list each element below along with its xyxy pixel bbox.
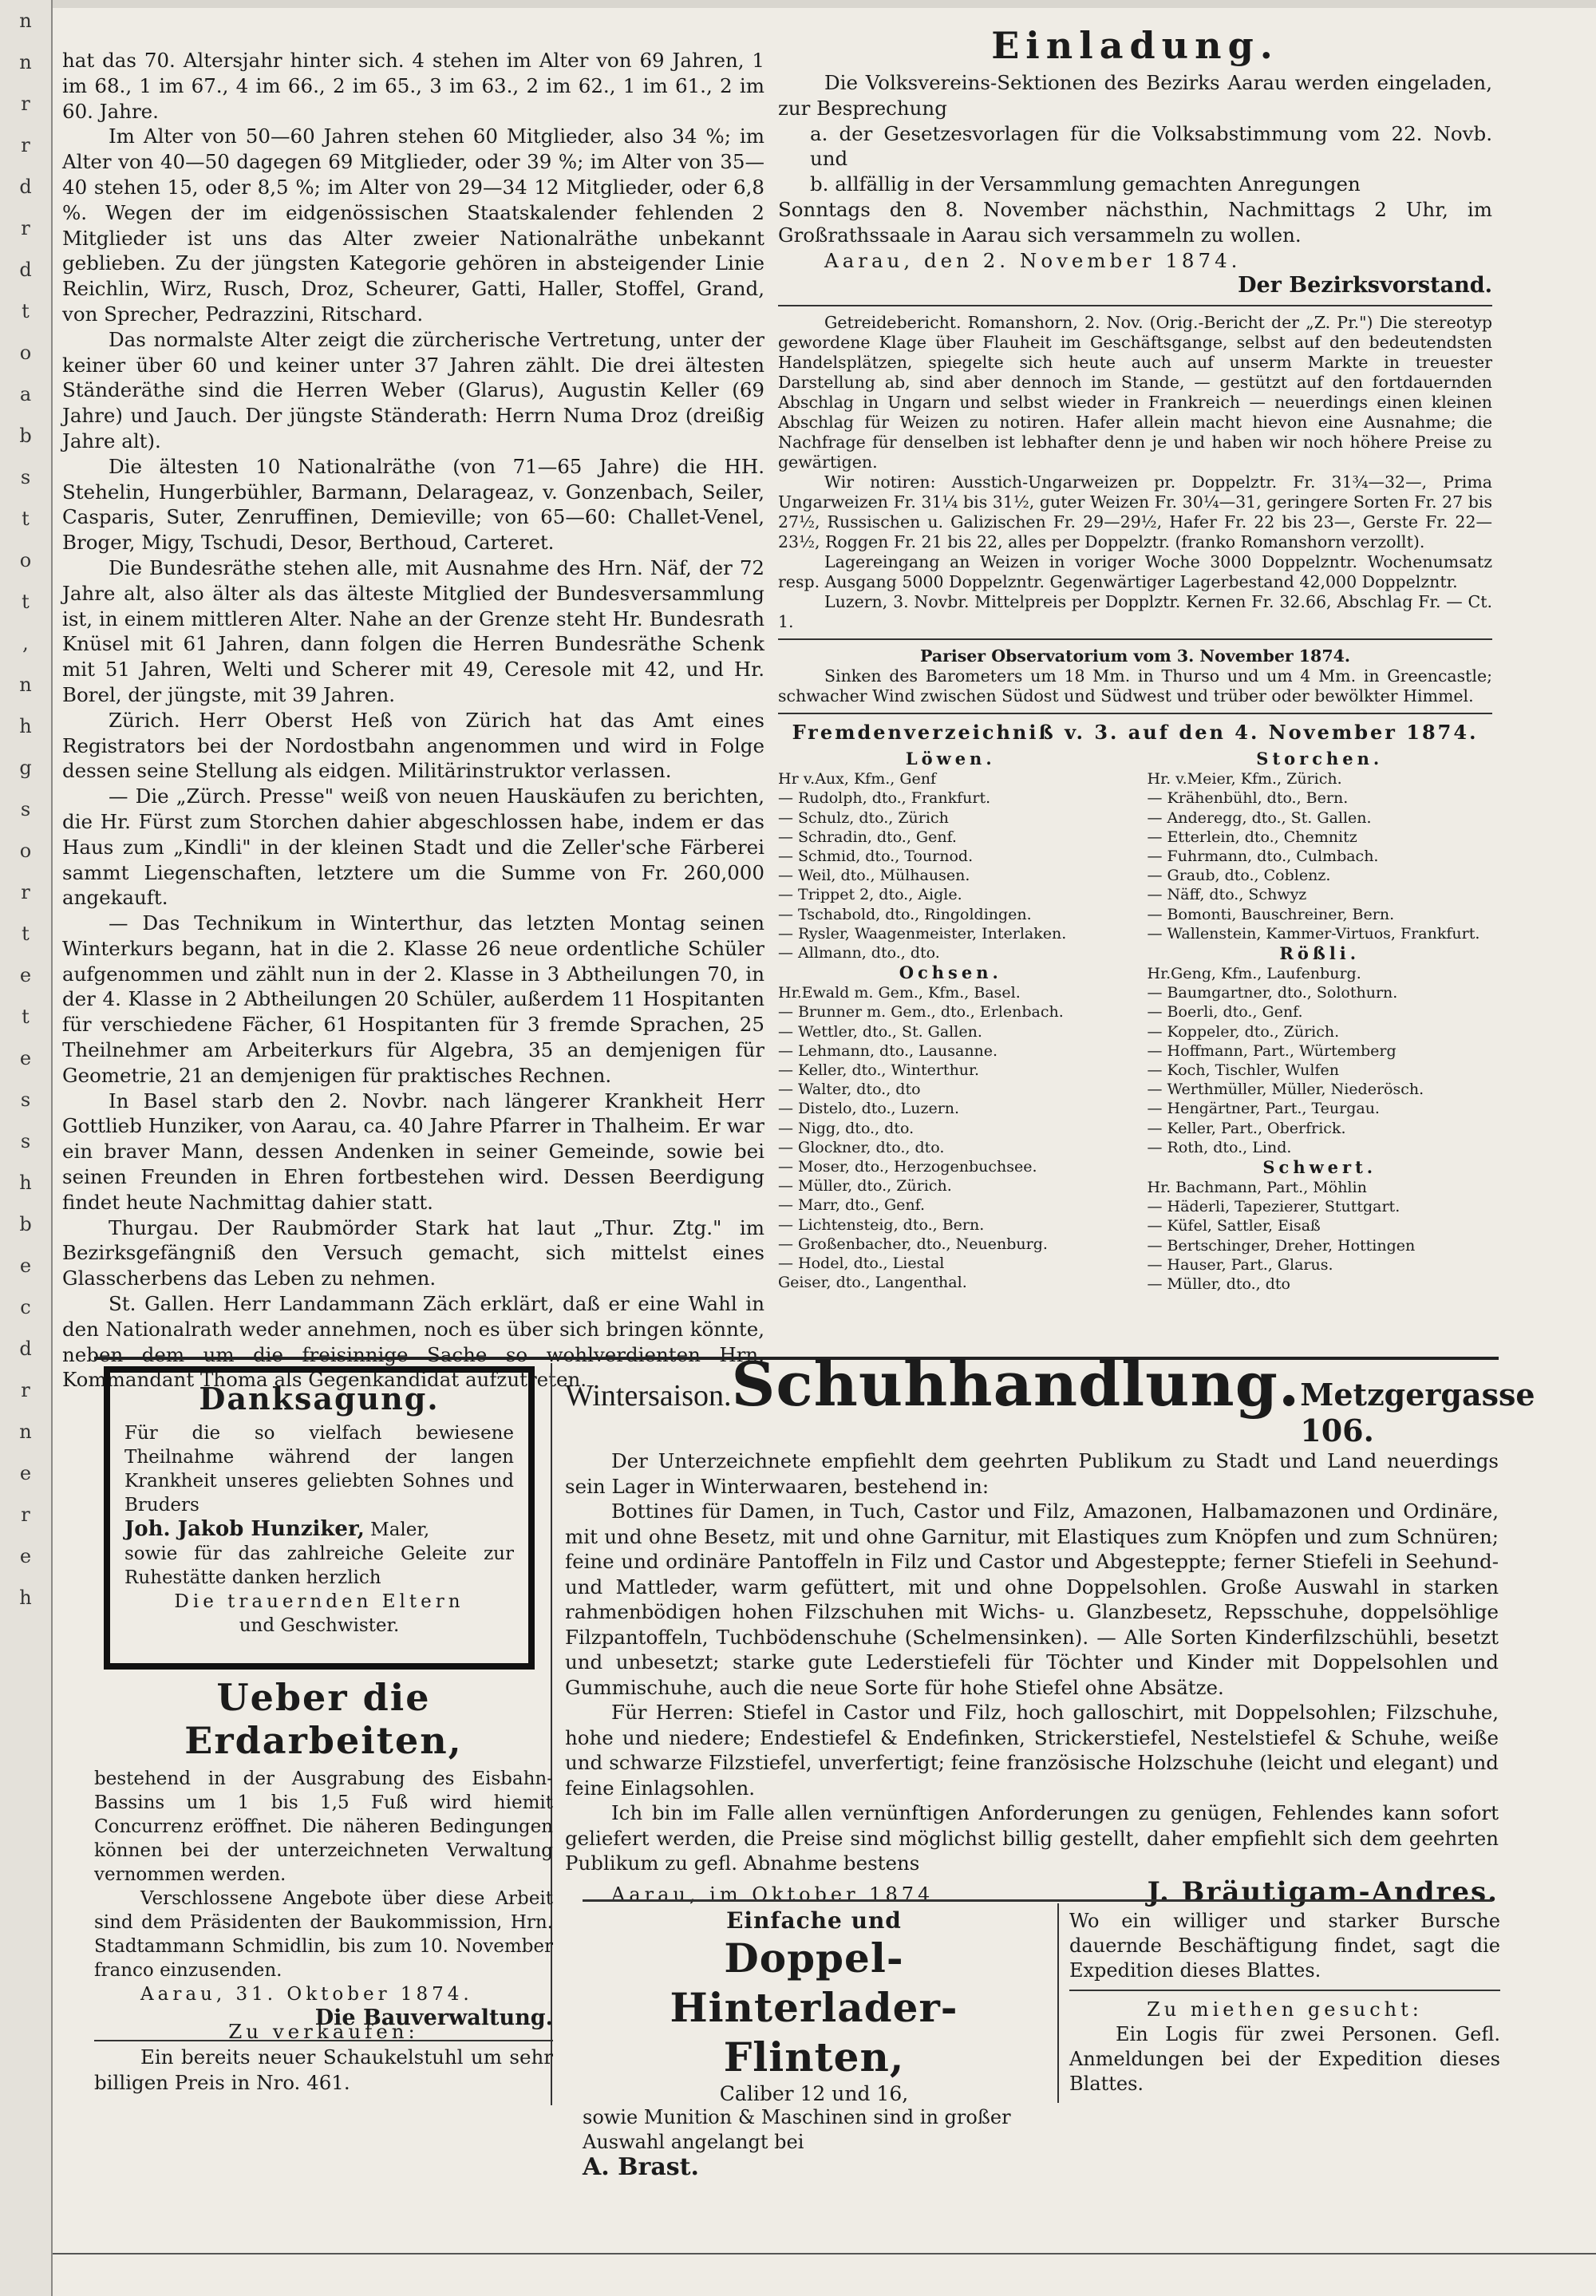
danksagung-box bbox=[104, 1366, 535, 1670]
divider bbox=[1069, 1990, 1500, 1991]
erdarbeiten-title: Ueber die Erdarbeiten, bbox=[184, 1676, 463, 1762]
guest-entry: — Hoffmann, Part., Würtemberg bbox=[1147, 1041, 1396, 1060]
guns-line1: Einfache und bbox=[726, 1907, 902, 1934]
guest-entry: — Lichtensteig, dto., Bern. bbox=[778, 1215, 985, 1234]
edge-letter: t bbox=[22, 1006, 30, 1028]
news-paragraph: Im Alter von 50—60 Jahren stehen 60 Mitglieder, also 34 %; im Alter von 40—50 dagegen 69 Mitglieder, oder 39 %; im Alter von 35—40 stehen 15, oder 8,5 %; im Alter von 29—34 12 Mitglieder, oder 6,8 %. Wegen der im eidgenössischen Staatskalender fehlenden 2 Mitglieder ist uns das Alter zweier Nationalräthe unbekannt geblieben. Zu der jüngsten Kategorie gehören in absteigender Linie Reichlin, Wirz, Rusch, Droz, Scheurer, Gatti, Haller, Stoffel, Grand, von Sprecher, Pedrazzini, Ritschard. bbox=[62, 124, 764, 326]
edge-letter: , bbox=[22, 632, 29, 654]
miethen-title: Zu miethen gesucht: bbox=[1147, 1998, 1423, 2021]
guest-entry: — Häderli, Tapezierer, Stuttgart. bbox=[1147, 1198, 1400, 1216]
getreide-prices: Wir notiren: Ausstich-Ungarweizen pr. Doppelztr. Fr. 31¾—32—, Prima Ungarweizen Fr. 31¼ bis 31½, guter Weizen Fr. 30¼—31, geringere Sorten Fr. 27 bis 27½, Russischen u. Galizischen Fr. 29—29½, Hafer Fr. 22 bis 23—, Gerste Fr. 22—23½, Roggen Fr. 21 bis 22, alles per Doppelztr. (franko Romanshorn verzollt). bbox=[778, 472, 1492, 552]
einladung-title: Einladung. bbox=[991, 24, 1279, 67]
guest-entry: — Bomonti, Bauschreiner, Bern. bbox=[1147, 905, 1395, 923]
edge-letter: r bbox=[21, 134, 30, 156]
shoe-footer bbox=[565, 1876, 1499, 1908]
edge-letter: c bbox=[20, 1296, 31, 1318]
edge-letter: r bbox=[21, 1504, 30, 1526]
edge-letter: h bbox=[19, 1587, 32, 1609]
getreide-bericht: Getreidebericht. Romanshorn, 2. Nov. (Orig.-Bericht der „Z. Pr.") Die stereotyp gewordene Klage über Flauheit im Geschäftsgange, selbst auf den bedeutendsten Handelsplätzen, spiegelte sich heute auch auf unserm Markte in treuester Darstellung ab, sind aber dennoch im Stande, — gestützt auf den fortdauernden Abschlag in Ungarn und selbst wieder in Frankreich — neuerdings einen kleinen Abschlag für Weizen zu notiren. Hafer allein macht hievon eine Ausnahme; die Nachfrage für denselben ist lebhafter denn je und haben wir noch höhere Preise zu gewärtigen. bbox=[778, 313, 1492, 472]
edge-letter: r bbox=[21, 217, 30, 239]
einladung-place-date: Aarau, den 2. November 1874. bbox=[824, 248, 1242, 272]
edge-letter: n bbox=[19, 10, 32, 32]
wanted-ads bbox=[1069, 1909, 1500, 2096]
divider bbox=[778, 638, 1492, 640]
observatorium-text: Sinken des Barometers um 18 Mm. in Thurso und um 4 Mm. in Greencastle; schwacher Wind zwischen Südost und Südwest und trüber oder bewölkter Himmel. bbox=[778, 666, 1492, 706]
news-paragraph: In Basel starb den 2. Novbr. nach längerer Krankheit Herr Gottlieb Hunziker, von Aarau, ca. 40 Jahre Pfarrer in Thalheim. Er war ein braver Mann, dessen Andenken in seiner Gemeinde, sowie bei seinen Freunden in Ehren fortbestehen wird. Dessen Beerdigung findet heute Nachmittag dahier statt. bbox=[62, 1089, 764, 1214]
news-paragraph: Thurgau. Der Raubmörder Stark hat laut „Thur. Ztg." im Bezirksgefängniß den Versuch gemacht, sich mittelst eines Glasscherbens das Leben zu nehmen. bbox=[62, 1215, 764, 1290]
einladung-signature: Der Bezirksvorstand. bbox=[1238, 273, 1492, 298]
guest-entry: — Werthmüller, Müller, Niederösch. bbox=[1147, 1081, 1424, 1099]
guest-entry: — Müller, dto., Zürich. bbox=[778, 1177, 952, 1195]
edge-letter: t bbox=[22, 300, 30, 322]
guest-entry: Hr v.Aux, Kfm., Genf bbox=[778, 770, 937, 788]
guest-entry: — Trippet 2, dto., Aigle. bbox=[778, 886, 962, 904]
edge-letter: h bbox=[19, 1172, 32, 1194]
fremdenverzeichnis-title: Fremdenverzeichniß v. 3. auf den 4. November 1874. bbox=[792, 721, 1479, 745]
shoe-intro: Der Unterzeichnete empfiehlt dem geehrten Publikum zu Stadt und Land neuerdings sein Lager in Winterwaaren, bestehend in: bbox=[565, 1449, 1499, 1498]
guest-entry: — Koch, Tischler, Wulfen bbox=[1147, 1061, 1339, 1080]
guest-entry: Hr.Geng, Kfm., Laufenburg. bbox=[1147, 965, 1361, 982]
verkaufen-text: Ein bereits neuer Schaukelstuhl um sehr billigen Preis in Nro. 461. bbox=[94, 2045, 553, 2094]
guest-entry: — Hengärtner, Part., Teurgau. bbox=[1147, 1100, 1380, 1118]
verkaufen-title: Zu verkaufen: bbox=[228, 2020, 419, 2043]
edge-letter: r bbox=[21, 1379, 30, 1401]
logis-ad: Ein Logis für zwei Personen. Gefl. Anmeldungen bei der Expedition dieses Blattes. bbox=[1069, 2023, 1500, 2095]
guest-entry: — Walter, dto., dto bbox=[778, 1081, 921, 1099]
divider bbox=[778, 713, 1492, 714]
column-divider bbox=[1057, 1903, 1059, 2103]
shoe-closing: Ich bin im Falle allen vernünftigen Anforderungen zu genügen, Fehlendes kann sofort geliefert werden, die Preise sind möglichst billig gestellt, daher empfiehlt sich dem geehrten Publikum zu gefl. Abnahme bestens bbox=[565, 1801, 1499, 1875]
shoe-address: Metzgergasse 106. bbox=[1300, 1377, 1535, 1448]
guest-entry: — Moser, dto., Herzogenbuchsee. bbox=[778, 1158, 1037, 1176]
guest-entry: — Bertschinger, Dreher, Hottingen bbox=[1147, 1236, 1416, 1255]
divider bbox=[778, 305, 1492, 306]
edge-letter: b bbox=[19, 425, 32, 447]
guest-entry: Hr.Ewald m. Gem., Kfm., Basel. bbox=[778, 984, 1021, 1002]
hotel-heading: Ochsen. bbox=[899, 962, 1002, 983]
shoe-season: Wintersaison. bbox=[565, 1379, 732, 1413]
danksagung-name-rest: Maler, bbox=[370, 1519, 430, 1540]
getreide-stock: Lagereingang an Weizen in voriger Woche 3000 Doppelzntr. Wochenumsatz resp. Ausgang 5000 Doppelzntr. Gegenwärtiger Lagerbestand 42,000 Doppelzntr. bbox=[778, 552, 1492, 592]
guest-entry: — Wettler, dto., St. Gallen. bbox=[778, 1022, 982, 1041]
guest-entry: — Graub, dto., Coblenz. bbox=[1147, 867, 1331, 885]
edge-letter: o bbox=[19, 342, 32, 364]
edge-letter: b bbox=[19, 1213, 32, 1235]
guns-sign: A. Brast. bbox=[583, 2153, 699, 2181]
erdarbeiten-date: Aarau, 31. Oktober 1874. bbox=[140, 1984, 473, 2005]
news-paragraph: Zürich. Herr Oberst Heß von Zürich hat das Amt eines Registrators bei der Nordostbahn angenommen und wird in Folge dessen seine Stellung als eidgen. Militärinstruktor verlassen. bbox=[62, 708, 764, 783]
guest-entry: Hr. Bachmann, Part., Möhlin bbox=[1147, 1179, 1367, 1197]
shoe-ladies: Bottines für Damen, in Tuch, Castor und Filz, Amazonen, Halbamazonen und Ordinäre, mit und ohne Besetz, mit und ohne Garnitur, mit Elastiques zum Knöpfen und zum Schnüren; feine und ordinäre Pantoffeln in Filz und Castor und Abgesteppte; ferner Stiefeli in Seehund- und Mattleder, warm gefüttert, mit und ohne Doppelsohlen. Große Auswahl in starken rahmenbödigen hohen Filzschuhen mit Wichs- u. Glanzbesetz, Repsschuhe, doppelsöhlige Filzpantoffeln, Tuchbödenschuhe (Schelmensinken). — Alle Sorten Kinderfilzschühli, besetzt und unbesetzt; starke gute Lederstiefeli für Töchter und Kinder mit Doppelsohlen und Gummischuhe, auch die neue Sorte für hohe Stiefel ohne Absätze. bbox=[565, 1500, 1499, 1699]
edge-letter: g bbox=[19, 757, 32, 779]
guest-entry: — Marr, dto., Genf. bbox=[778, 1196, 926, 1215]
edge-letter: s bbox=[20, 1089, 31, 1111]
edge-letter: d bbox=[19, 259, 32, 281]
danksagung-sign2: und Geschwister. bbox=[239, 1615, 400, 1636]
guest-list bbox=[778, 749, 1492, 1294]
guest-entry: — Schulz, dto., Zürich bbox=[778, 808, 949, 827]
shoe-title: Schuhhandlung. bbox=[731, 1349, 1301, 1420]
danksagung-text2: sowie für das zahlreiche Geleite zur Ruhestätte danken herzlich bbox=[124, 1543, 514, 1588]
adjacent-page-edge bbox=[0, 0, 53, 2296]
edge-letter: s bbox=[20, 798, 31, 820]
einladung-item-b: b. allfällig in der Versammlung gemachten Anregungen bbox=[810, 172, 1361, 196]
erdarbeiten-text: bestehend in der Ausgrabung des Eisbahn-Bassins um 1 bis 1,5 Fuß wird hiemit Concurrenz eröffnet. Die näheren Bedingungen können bei der unterzeichneten Verwaltung vernommen werden. bbox=[94, 1768, 553, 1885]
einladung-when: Sonntags den 8. November nächsthin, Nachmittags 2 Uhr, im Großrathssaale in Aarau sich versammeln zu wollen. bbox=[778, 197, 1492, 247]
guest-entry: — Nigg, dto., dto. bbox=[778, 1119, 915, 1137]
shoe-men: Für Herren: Stiefel in Castor und Filz, hoch galloschirt, mit Doppelsohlen; Filzschuhe, hohe und niedere; Endestiefel & Endefinken, Strickerstiefel, Nestelstiefel & Schuhe, weiße und schwarze Filzstiefel, unverfertigt; feine französische Holzschuhe (leicht und elegant) und feine Einlagsohlen. bbox=[565, 1701, 1499, 1800]
guest-entry: — Tschabold, dto., Ringoldingen. bbox=[778, 905, 1032, 923]
erdarbeiten-notice bbox=[94, 1676, 553, 2048]
guest-entry: — Weil, dto., Mülhausen. bbox=[778, 867, 970, 885]
guest-entry: — Anderegg, dto., St. Gallen. bbox=[1147, 808, 1372, 827]
edge-letter: e bbox=[19, 964, 32, 986]
erdarbeiten-text2: Verschlossene Angebote über diese Arbeit sind dem Präsidenten der Baukommission, Hrn. Stadtammann Schmidlin, bis zum 10. November franco einzusenden. bbox=[94, 1888, 553, 1981]
guest-entry: — Rysler, Waagenmeister, Interlaken. bbox=[778, 924, 1067, 943]
right-column bbox=[778, 24, 1492, 1294]
guns-caliber: Caliber 12 und 16, bbox=[719, 2082, 909, 2105]
schuhhandlung-ad bbox=[565, 1349, 1535, 1908]
left-news-column bbox=[62, 48, 764, 1393]
edge-letter: e bbox=[19, 1255, 32, 1277]
guest-entry: — Etterlein, dto., Chemnitz bbox=[1147, 828, 1357, 846]
edge-letter: d bbox=[19, 176, 32, 198]
danksagung-sign1: Die trauernden Eltern bbox=[174, 1591, 464, 1612]
guest-entry: — Wallenstein, Kammer-Virtuos, Frankfurt. bbox=[1147, 924, 1480, 943]
guest-entry: Hr. v.Meier, Kfm., Zürich. bbox=[1147, 770, 1342, 788]
guest-entry: — Allmann, dto., dto. bbox=[778, 944, 940, 962]
edge-letter: r bbox=[21, 881, 30, 903]
observatorium-title: Pariser Observatorium vom 3. November 1874. bbox=[919, 646, 1350, 666]
news-paragraph: — Die „Zürch. Presse" weiß von neuen Hauskäufen zu berichten, die Hr. Fürst zum Storchen dahier abgeschlossen habe, indem er das Haus zum „Kindli" in der kleinen Stadt und die Zeller'sche Färberei sammt Liegenschaften, letztere um die Summe von Fr. 260,000 angekauft. bbox=[62, 784, 764, 910]
news-paragraph: hat das 70. Altersjahr hinter sich. 4 stehen im Alter von 69 Jahren, 1 im 68., 1 im 67., 4 im 66., 2 im 65., 3 im 63., 2 im 62., 1 im 61., 2 im 60. Jahre. bbox=[62, 49, 764, 123]
section-divider bbox=[583, 1899, 1492, 1902]
einladung-item-a: a. der Gesetzesvorlagen für die Volksabstimmung vom 22. Novb. und bbox=[810, 121, 1492, 171]
guest-entry: — Brunner m. Gem., dto., Erlenbach. bbox=[778, 1003, 1064, 1022]
guest-entry: — Schmid, dto., Tournod. bbox=[778, 847, 974, 865]
edge-letter: h bbox=[19, 715, 32, 737]
edge-letter: s bbox=[20, 1130, 31, 1152]
edge-letter: e bbox=[19, 1462, 32, 1484]
guest-entry: — Rudolph, dto., Frankfurt. bbox=[778, 789, 991, 808]
hotel-heading: Schwert. bbox=[1262, 1157, 1377, 1178]
edge-letter: t bbox=[22, 923, 30, 945]
guest-entry: — Glockner, dto., dto. bbox=[778, 1138, 945, 1156]
news-paragraph: Die Bundesräthe stehen alle, mit Ausnahme des Hrn. Näf, der 72 Jahre alt, also älter als das älteste Mitglied der Bundesversammlung ist, in einem mittleren Alter. Nahe an der Grenze steht Hr. Bundesrath Knüsel mit 61 Jahren, dann folgen die Herren Bundesräthe Schenk mit 51 Jahren, Welti und Scherer mit 49, Ceresole mit 42, und Hr. Borel, der jüngste, mit 39 Jahren. bbox=[62, 555, 764, 706]
page-top-edge bbox=[51, 0, 1596, 8]
guest-entry: — Hodel, dto., Liestal bbox=[778, 1255, 945, 1273]
guest-entry: — Lehmann, dto., Lausanne. bbox=[778, 1041, 998, 1060]
edge-letter: s bbox=[20, 466, 31, 488]
guest-entry: — Koppeler, dto., Zürich. bbox=[1147, 1022, 1340, 1041]
guest-entry: — Schradin, dto., Genf. bbox=[778, 828, 957, 846]
erdarbeiten-sign: Die Bauverwaltung. bbox=[314, 2006, 553, 2030]
danksagung-name: Joh. Jakob Hunziker, bbox=[124, 1517, 365, 1541]
guest-entry: — Großenbacher, dto., Neuenburg. bbox=[778, 1235, 1048, 1253]
news-paragraph: Die ältesten 10 Nationalräthe (von 71—65 Jahre) die HH. Stehelin, Hungerbühler, Barmann, Delarageaz, v. Gonzenbach, Seiler, Casparis, Suter, Zenruffinen, Demieville; von 65—60: Challet-Venel, Broger, Migy, Tschudi, Desor, Berthoud, Carteret. bbox=[62, 454, 764, 555]
page-bottom-edge bbox=[53, 2253, 1596, 2255]
hotel-heading: Rößli. bbox=[1279, 943, 1361, 963]
edge-letter: t bbox=[22, 591, 30, 613]
edge-letter: e bbox=[19, 1545, 32, 1567]
danksagung-title: Danksagung. bbox=[199, 1381, 440, 1417]
edge-letter: o bbox=[19, 840, 32, 862]
edge-letter: r bbox=[21, 93, 30, 115]
edge-letter: n bbox=[19, 51, 32, 73]
guest-entry: — Müller, dto., dto bbox=[1147, 1275, 1290, 1294]
guns-text: sowie Munition & Maschinen sind in großer Auswahl angelangt bei bbox=[583, 2106, 1011, 2153]
guest-entry: — Boerli, dto., Genf. bbox=[1147, 1003, 1303, 1022]
guest-col-left bbox=[778, 749, 1124, 1294]
guest-entry: — Krähenbühl, dto., Bern. bbox=[1147, 789, 1349, 808]
guest-entry: — Keller, Part., Oberfrick. bbox=[1147, 1119, 1346, 1137]
edge-letter: t bbox=[22, 508, 30, 530]
edge-letter: a bbox=[19, 383, 32, 405]
bursche-ad: Wo ein williger und starker Bursche dauernde Beschäftigung findet, sagt die Expedition dieses Blattes. bbox=[1069, 1910, 1500, 1982]
guest-entry: — Hauser, Part., Glarus. bbox=[1147, 1255, 1333, 1274]
guest-entry: Geiser, dto., Langenthal. bbox=[778, 1274, 967, 1292]
schuhhandlung-header bbox=[565, 1349, 1535, 1448]
hotel-heading: Storchen. bbox=[1256, 749, 1384, 769]
shoe-signature: J. Bräutigam-Andres. bbox=[1147, 1875, 1499, 1908]
edge-letter: d bbox=[19, 1338, 32, 1360]
hotel-heading: Löwen. bbox=[905, 749, 996, 769]
news-paragraph: St. Gallen. Herr Landammann Zäch erklärt, daß er eine Wahl in den Nationalrath weder annehmen, noch es über sich bringen könnte, neben dem um die freisinnige Sache so wohlverdienten Hrn. Kommandant Thoma als Gegenkandidat aufzutreten. bbox=[62, 1292, 764, 1392]
danksagung-text: Für die so vielfach bewiesene Theilnahme während der langen Krankheit unseres geliebten Sohnes und Bruders bbox=[124, 1423, 514, 1516]
guns-title: Doppel-Hinterlader-Flinten, bbox=[670, 1934, 958, 2081]
news-paragraph: Das normalste Alter zeigt die zürcherische Vertretung, unter der keiner über 60 und keiner unter 37 Jahren zählt. Die drei ältesten Ständeräthe sind die Herren Weber (Glarus), Augustin Keller (69 Jahre) und Jauch. Der jüngste Ständerath: Herrn Numa Droz (dreißig Jahre alt). bbox=[62, 327, 764, 452]
getreide-luzern: Luzern, 3. Novbr. Mittelpreis per Dopplztr. Kernen Fr. 32.66, Abschlag Fr. — Ct. 1. bbox=[778, 592, 1492, 632]
guest-col-right bbox=[1148, 749, 1493, 1294]
edge-letter: n bbox=[19, 674, 32, 696]
einladung-intro: Die Volksvereins-Sektionen des Bezirks Aarau werden eingeladen, zur Besprechung bbox=[778, 71, 1492, 120]
shoe-date: Aarau, im Oktober 1874 bbox=[611, 1883, 934, 1906]
guest-entry: — Näff, dto., Schwyz bbox=[1147, 886, 1307, 904]
zu-verkaufen-notice bbox=[94, 2019, 553, 2095]
edge-letter: o bbox=[19, 549, 32, 571]
guest-entry: — Distelo, dto., Luzern. bbox=[778, 1100, 960, 1118]
guest-entry: — Fuhrmann, dto., Culmbach. bbox=[1147, 847, 1379, 865]
guest-entry: — Keller, dto., Winterthur. bbox=[778, 1061, 980, 1080]
guest-entry: — Küfel, Sattler, Eisaß bbox=[1147, 1217, 1321, 1235]
edge-letter: e bbox=[19, 1047, 32, 1069]
flinten-ad bbox=[583, 1907, 1045, 2179]
guest-entry: — Roth, dto., Lind. bbox=[1147, 1138, 1292, 1156]
news-paragraph: — Das Technikum in Winterthur, das letzten Montag seinen Winterkurs begann, hat in die 2. Klasse 26 neue ordentliche Schüler aufgenommen und zählt nun in der 2. Klasse in 3 Abtheilungen 70, in der 4. Klasse in 2 Abtheilungen 20 Schüler, außerdem 11 Hospitanten für verschiedene Fächer, 61 Hospitanten für 3 fremde Sprachen, 25 Theilnehmer am Arbeiterkurs für Algebra, 35 an demjenigen für Geometrie, 21 an demjenigen für praktisches Rechnen. bbox=[62, 911, 764, 1087]
guest-entry: — Baumgartner, dto., Solothurn. bbox=[1147, 984, 1398, 1002]
edge-letter: n bbox=[19, 1421, 32, 1443]
